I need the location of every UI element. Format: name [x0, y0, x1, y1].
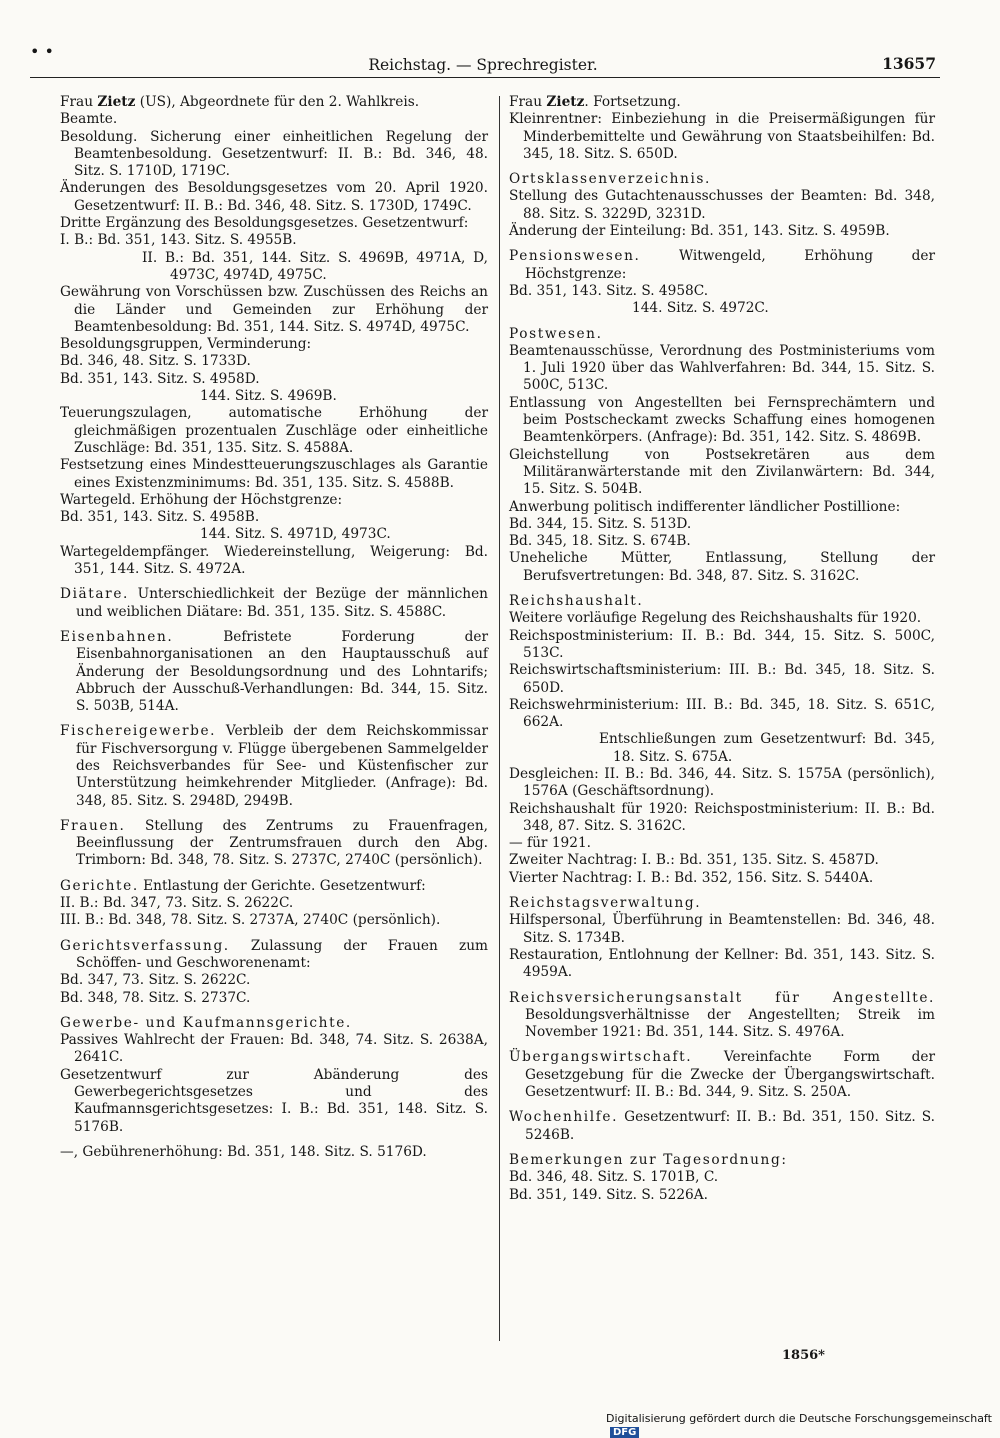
digitization-footer	[606, 1412, 1000, 1438]
subject-keyword: Gewerbe- und Kaufmannsgerichte.	[60, 1014, 352, 1031]
speaker-details: . Fortsetzung.	[584, 94, 681, 110]
entry-spacer	[60, 621, 488, 629]
entry-spacer	[60, 810, 488, 818]
subject-entry	[509, 895, 935, 912]
speaker-heading	[509, 94, 935, 111]
register-entry: Besoldungsgruppen, Verminderung:	[60, 336, 312, 353]
register-entry: Reichspostministerium: II. B.: Bd. 344, 15. Sitz. S. 500C, 513C.	[509, 627, 935, 661]
register-entry: Bd. 351, 143. Sitz. S. 4958B.	[60, 509, 260, 526]
register-entry: Dritte Ergänzung des Besoldungsgesetzes. Gesetzentwurf:	[60, 215, 469, 232]
subject-text: Gesetzentwurf: II. B.: Bd. 351, 150. Sitz. S. 5246B.	[525, 1109, 935, 1143]
speaker-details: (US), Abgeordnete für den 2. Wahlkreis.	[135, 94, 420, 110]
register-entry: Änderungen des Besoldungsgesetzes vom 20. April 1920. Gesetzentwurf: II. B.: Bd. 346, 48. Sitz. S. 1730D, 1749C.	[60, 180, 488, 214]
subject-keyword: Übergangswirtschaft.	[509, 1049, 693, 1066]
right-column	[509, 94, 935, 1204]
entry-spacer	[60, 578, 488, 586]
column-divider	[499, 96, 500, 1341]
subject-text: Witwengeld, Erhöhung der Höchstgrenze:	[525, 248, 935, 282]
register-entry: Teuerungszulagen, automatische Erhöhung der gleichmäßigen prozentualen Zuschläge oder einheitliche Zuschläge: Bd. 351, 135. Sitz. S. 4588A.	[60, 405, 488, 456]
left-column	[60, 94, 488, 1161]
register-entry: I. B.: Bd. 351, 143. Sitz. S. 4955B.	[60, 232, 297, 249]
entry-spacer	[509, 1101, 935, 1109]
register-entry: Weitere vorläufige Regelung des Reichshaushalts für 1920.	[509, 610, 922, 627]
register-entry: Reichswirtschaftsministerium: III. B.: Bd. 345, 18. Sitz. S. 650D.	[509, 662, 935, 696]
register-entry: 144. Sitz. S. 4969B.	[200, 388, 337, 405]
subject-entry	[509, 248, 935, 283]
register-entry: Passives Wahlrecht der Frauen: Bd. 348, 74. Sitz. S. 2638A, 2641C.	[60, 1032, 488, 1066]
register-entry: 144. Sitz. S. 4972C.	[632, 300, 769, 317]
subject-entry	[60, 586, 488, 621]
subject-keyword: Diätare.	[60, 586, 129, 603]
subject-entry	[509, 990, 935, 1042]
register-entry: II. B.: Bd. 351, 144. Sitz. S. 4969B, 4971A, D, 4973C, 4974D, 4975C.	[142, 249, 488, 283]
register-entry: Besoldung. Sicherung einer einheitlichen Regelung der Beamtenbesoldung. Gesetzentwurf: II. B.: Bd. 346, 48. Sitz. S. 1710D, 1719C.	[60, 128, 488, 180]
register-entry: Beamte.	[60, 111, 118, 128]
register-entry: 144. Sitz. S. 4971D, 4973C.	[200, 526, 391, 543]
register-entry: Uneheliche Mütter, Entlassung, Stellung der Berufsvertretungen: Bd. 348, 87. Sitz. S. 3162C.	[509, 550, 935, 584]
entry-spacer	[509, 585, 935, 593]
subject-entry	[509, 171, 935, 188]
subject-entry	[509, 593, 935, 610]
subject-keyword: Reichstagsverwaltung.	[509, 895, 702, 912]
entry-spacer	[60, 870, 488, 878]
register-entry: Bd. 347, 73. Sitz. S. 2622C.	[60, 972, 251, 989]
subject-entry	[509, 1109, 935, 1144]
register-entry: Bd. 346, 48. Sitz. S. 1733D.	[60, 353, 251, 370]
register-entry: Entschließungen zum Gesetzentwurf: Bd. 345, 18. Sitz. S. 675A.	[599, 731, 935, 765]
page-number: 13657	[882, 54, 936, 73]
running-title: Reichstag. — Sprechregister.	[368, 56, 598, 74]
register-entry: Reichshaushalt für 1920: Reichspostministerium: II. B.: Bd. 348, 87. Sitz. S. 3162C.	[509, 800, 935, 834]
entry-spacer	[509, 318, 935, 326]
subject-text: Besoldungsverhältnisse der Angestellten; Streik im November 1921: Bd. 351, 144. Sitz. S. 4976A.	[525, 1006, 935, 1041]
register-entry: Zweiter Nachtrag: I. B.: Bd. 351, 135. Sitz. S. 4587D.	[509, 852, 879, 869]
entry-spacer	[60, 715, 488, 723]
subject-keyword: Pensionswesen.	[509, 248, 641, 265]
subject-text: Unterschiedlichkeit der Bezüge der männlichen und weiblichen Diätare: Bd. 351, 135. Sitz. S. 4588C.	[76, 586, 488, 620]
subject-entry	[509, 1049, 935, 1101]
subject-keyword: Postwesen.	[509, 325, 603, 342]
subject-keyword: Bemerkungen zur Tagesordnung:	[509, 1151, 788, 1168]
subject-entry	[509, 1152, 935, 1169]
subject-keyword: Gerichte.	[60, 877, 139, 894]
register-entry: Bd. 345, 18. Sitz. S. 674B.	[509, 533, 691, 550]
entry-spacer	[60, 1007, 488, 1015]
entry-spacer	[60, 930, 488, 938]
dfg-logo: DFG	[610, 1427, 639, 1438]
register-entry: Gleichstellung von Postsekretären aus dem Militäranwärterstande mit den Zivilanwärtern: Bd. 344, 15. Sitz. S. 504B.	[509, 446, 935, 498]
subject-text: Entlastung der Gerichte. Gesetzentwurf:	[138, 877, 426, 894]
subject-entry	[60, 938, 488, 973]
subject-keyword: Ortsklassenverzeichnis.	[509, 171, 711, 188]
register-entry: Bd. 348, 78. Sitz. S. 2737C.	[60, 989, 251, 1006]
register-entry: Kleinrentner: Einbeziehung in die Preisermäßigungen für Minderbemittelte und Gewährung von Staatsbeihilfen: Bd. 345, 18. Sitz. S. 650D.	[509, 111, 935, 162]
register-entry: Vierter Nachtrag: I. B.: Bd. 352, 156. Sitz. S. 5440A.	[509, 869, 874, 886]
register-entry: Anwerbung politisch indifferenter ländlicher Postillione:	[509, 498, 901, 515]
subject-keyword: Frauen.	[60, 817, 126, 834]
subject-entry	[60, 818, 488, 870]
register-entry: Gewährung von Vorschüssen bzw. Zuschüssen des Reichs an die Länder und Gemeinden zur Erhöhung der Beamtenbesoldung: Bd. 351, 144. Sitz. S. 4974D, 4975C.	[60, 284, 488, 335]
register-entry: II. B.: Bd. 347, 73. Sitz. S. 2622C.	[60, 895, 294, 912]
subject-text: Befristete Forderung der Eisenbahnorganisationen an den Hauptausschuß auf Änderung der Besoldungsordnung und des Lohntarifs; Abbruch der Ausschuß-Verhandlungen: Bd. 344, 15. Sitz. S. 503B, 514A.	[76, 628, 488, 715]
register-entry: Reichswehrministerium: III. B.: Bd. 345, 18. Sitz. S. 651C, 662A.	[509, 696, 935, 731]
register-entry: Gesetzentwurf zur Abänderung des Gewerbegerichtsgesetzes und des Kaufmannsgerichtsgesetzes: I. B.: Bd. 351, 148. Sitz. S. 5176B.	[60, 1066, 488, 1135]
entry-spacer	[509, 887, 935, 895]
subject-keyword: Reichshaushalt.	[509, 593, 644, 610]
speaker-title: Frau	[60, 94, 98, 110]
footer-text: Digitalisierung gefördert durch die Deutsche Forschungsgemeinschaft	[606, 1412, 992, 1425]
register-entry: Festsetzung eines Mindestteuerungszuschlages als Garantie eines Existenzminimums: Bd. 351, 135. Sitz. S. 4588B.	[60, 457, 488, 491]
register-entry: Bd. 346, 48. Sitz. S. 1701B, C.	[509, 1169, 719, 1186]
entry-spacer	[509, 163, 935, 171]
subject-entry	[60, 878, 488, 895]
register-entry: Bd. 344, 15. Sitz. S. 513D.	[509, 515, 692, 532]
register-entry: Hilfspersonal, Überführung in Beamtenstellen: Bd. 346, 48. Sitz. S. 1734B.	[509, 912, 935, 946]
subject-text: Vereinfachte Form der Gesetzgebung für die Zwecke der Übergangswirtschaft. Gesetzentwurf: II. B.: Bd. 344, 9. Sitz. S. 250A.	[525, 1049, 935, 1101]
register-entry: Desgleichen: II. B.: Bd. 346, 44. Sitz. S. 1575A (persönlich), 1576A (Geschäftsordnung).	[509, 765, 935, 800]
subject-text: Stellung des Zentrums zu Frauenfragen, Beeinflussung der Zentrumsfrauen durch den Abg. Trimborn: Bd. 348, 78. Sitz. S. 2737C, 2740C (persönlich).	[76, 817, 488, 869]
register-entry: Bd. 351, 143. Sitz. S. 4958D.	[60, 370, 260, 387]
register-entry: Beamtenausschüsse, Verordnung des Postministeriums vom 1. Juli 1920 über das Wahlverfahren: Bd. 344, 15. Sitz. S. 500C, 513C.	[509, 342, 935, 394]
register-entry: Stellung des Gutachtenausschusses der Beamten: Bd. 348, 88. Sitz. S. 3229D, 3231D.	[509, 188, 935, 222]
margin-marks: • •	[30, 42, 54, 61]
register-entry: Bd. 351, 143. Sitz. S. 4958C.	[509, 282, 709, 299]
subject-keyword: Gerichtsverfassung.	[60, 937, 230, 954]
header-rule	[30, 77, 940, 78]
speaker-title: Frau	[509, 94, 547, 110]
speaker-name: Zietz	[546, 94, 585, 110]
subject-entry	[60, 629, 488, 715]
subject-text: Verbleib der dem Reichskommissar für Fischversorgung v. Flügge übergebenen Sammelgelder des Reichsverbandes für See- und Küstenfischer zur Unterstützung heimkehrender Mitglieder. (Anfrage): Bd. 348, 85. Sitz. S. 2948D, 2949B.	[76, 723, 488, 809]
subject-keyword: Wochenhilfe.	[509, 1109, 619, 1126]
subject-keyword: Reichsversicherungsanstalt für Angestellte.	[509, 989, 935, 1006]
entry-spacer	[60, 1136, 488, 1144]
speaker-name: Zietz	[97, 94, 136, 110]
subject-entry	[60, 1015, 488, 1032]
page-header	[30, 42, 936, 76]
subject-entry	[60, 723, 488, 809]
entry-spacer	[509, 240, 935, 248]
register-entry: Wartegeld. Erhöhung der Höchstgrenze:	[60, 491, 343, 508]
subject-text: Zulassung der Frauen zum Schöffen- und Geschworenenamt:	[76, 937, 488, 971]
register-entry: III. B.: Bd. 348, 78. Sitz. S. 2737A, 2740C (persönlich).	[60, 912, 441, 929]
subject-entry	[509, 326, 935, 343]
register-entry: Restauration, Entlohnung der Kellner: Bd. 351, 143. Sitz. S. 4959A.	[509, 946, 935, 981]
subject-keyword: Fischereigewerbe.	[60, 723, 217, 740]
register-entry: Entlassung von Angestellten bei Fernsprechämtern und beim Postscheckamt zwecks Schaffung eines homogenen Beamtenkörpers. (Anfrage): Bd. 351, 142. Sitz. S. 4869B.	[509, 394, 935, 446]
entry-spacer	[509, 1144, 935, 1152]
speaker-heading	[60, 94, 488, 111]
register-entry: Wartegeldempfänger. Wiedereinstellung, Weigerung: Bd. 351, 144. Sitz. S. 4972A.	[60, 543, 488, 578]
entry-spacer	[509, 982, 935, 990]
register-entry: Bd. 351, 149. Sitz. S. 5226A.	[509, 1186, 709, 1203]
register-entry: Änderung der Einteilung: Bd. 351, 143. Sitz. S. 4959B.	[509, 223, 890, 240]
subject-keyword: Eisenbahnen.	[60, 628, 174, 645]
register-entry: — für 1921.	[509, 835, 591, 852]
register-entry: —, Gebührenerhöhung: Bd. 351, 148. Sitz. S. 5176D.	[60, 1143, 427, 1160]
signature-number: 1856*	[782, 1348, 825, 1363]
